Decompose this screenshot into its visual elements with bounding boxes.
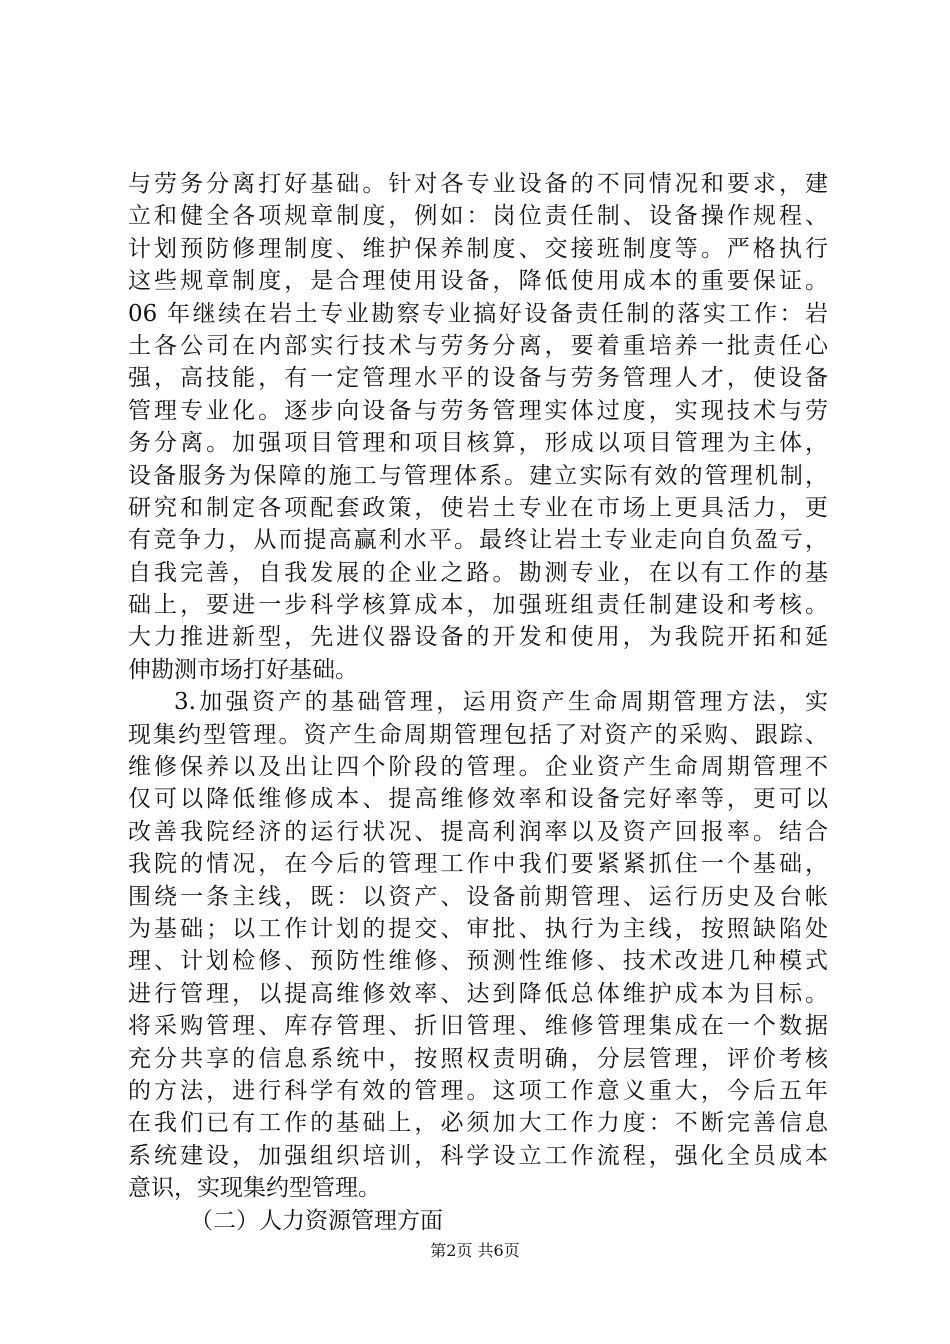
text-line: 3.加强资产的基础管理，运用资产生命周期管理方法，实 [174, 689, 828, 716]
text-line: 在我们已有工作的基础上，必须加大工作力度：不断完善信息 [128, 1110, 828, 1137]
text-line: 强，高技能，有一定管理水平的设备与劳务管理人才，使设备 [128, 365, 828, 392]
text-line: 的方法，进行科学有效的管理。这项工作意义重大，今后五年 [128, 1077, 828, 1104]
text-line: 维修保养以及出让四个阶段的管理。企业资产生命周期管理不 [128, 754, 828, 781]
text-line: 意识，实现集约型管理。 [128, 1175, 381, 1202]
text-line: 这些规章制度，是合理使用设备，降低使用成本的重要保证。 [128, 268, 828, 295]
page-footer [0, 1240, 950, 1262]
text-line: 立和健全各项规章制度，例如：岗位责任制、设备操作规程、 [128, 203, 828, 230]
text-line: 管理专业化。逐步向设备与劳务管理实体过度，实现技术与劳 [128, 397, 828, 424]
text-line: 06 年继续在岩土专业勘察专业搞好设备责任制的落实工作：岩 [128, 300, 828, 327]
text-line: 为基础；以工作计划的提交、审批、执行为主线，按照缺陷处 [128, 915, 828, 942]
text-line: 系统建设，加强组织培训，科学设立工作流程，强化全员成本 [128, 1142, 828, 1169]
text-line: 与劳务分离打好基础。针对各专业设备的不同情况和要求，建 [128, 171, 828, 197]
text-line: 研究和制定各项配套政策，使岩土专业在市场上更具活力，更 [128, 494, 828, 521]
text-line: 自我完善，自我发展的企业之路。勘测专业，在以有工作的基 [128, 559, 828, 586]
text-line: 础上，要进一步科学核算成本，加强班组责任制建设和考核。 [128, 592, 828, 619]
text-line: 围绕一条主线，既：以资产、设备前期管理、运行历史及台帐 [128, 883, 828, 910]
text-line: 有竞争力，从而提高赢利水平。最终让岩土专业走向自负盈亏， [128, 527, 828, 554]
text-line: 将采购管理、库存管理、折旧管理、维修管理集成在一个数据 [128, 1013, 828, 1040]
text-line: 伸勘测市场打好基础。 [128, 656, 358, 683]
text-line: 土各公司在内部实行技术与劳务分离，要着重培养一批责任心 [128, 332, 828, 359]
text-line: 理、计划检修、预防性维修、预测性维修、技术改进几种模式 [128, 948, 828, 975]
page-number: 第2页 共6页 [430, 1241, 520, 1260]
text-line: 务分离。加强项目管理和项目核算，形成以项目管理为主体， [128, 430, 828, 457]
text-line: 我院的情况，在今后的管理工作中我们要紧紧抓住一个基础， [128, 851, 828, 878]
text-line: 改善我院经济的运行状况、提高利润率以及资产回报率。结合 [128, 818, 828, 845]
text-line: 仅可以降低维修成本、提高维修效率和设备完好率等，更可以 [128, 786, 828, 813]
text-line: 进行管理，以提高维修效率、达到降低总体维护成本为目标。 [128, 980, 828, 1007]
text-line: 设备服务为保障的施工与管理体系。建立实际有效的管理机制， [128, 462, 828, 489]
text-line: 现集约型管理。资产生命周期管理包括了对资产的采购、跟踪、 [128, 721, 828, 748]
text-line: （二）人力资源管理方面 [190, 1207, 443, 1234]
text-line: 充分共享的信息系统中，按照权责明确，分层管理，评价考核 [128, 1045, 828, 1072]
text-line: 大力推进新型，先进仪器设备的开发和使用，为我院开拓和延 [128, 624, 828, 651]
text-line: 计划预防修理制度、维护保养制度、交接班制度等。严格执行 [128, 235, 828, 262]
document-body [128, 168, 828, 1237]
